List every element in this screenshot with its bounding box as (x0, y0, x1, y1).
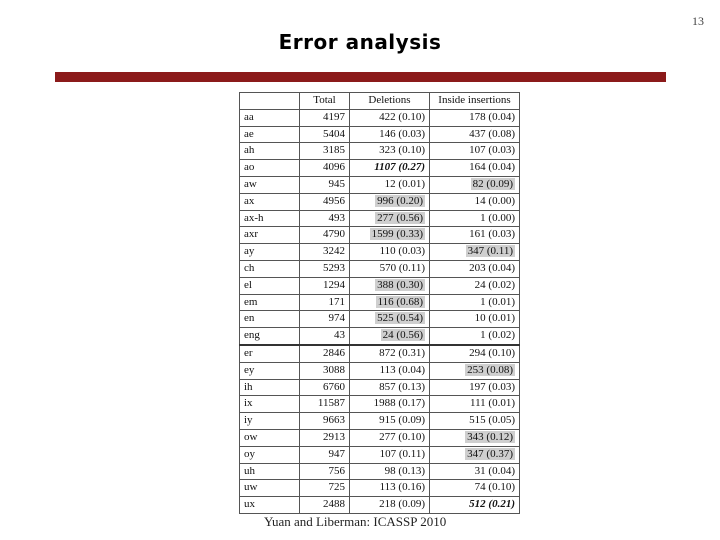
cell-phone-value: em (244, 295, 258, 308)
table-row (240, 109, 520, 126)
cell-phone (240, 362, 300, 379)
cell-total (300, 396, 350, 413)
cell-total-value: 945 (328, 177, 345, 190)
cell-total (300, 379, 350, 396)
error-analysis-table (239, 92, 520, 514)
cell-deletions-value: 277 (0.10) (379, 430, 425, 443)
cell-deletions-value: 857 (0.13) (379, 380, 425, 393)
cell-deletions-value: 107 (0.11) (379, 447, 425, 460)
cell-inside-insertions-value: 10 (0.01) (474, 312, 515, 325)
cell-phone (240, 345, 300, 362)
cell-phone-value: ax-h (244, 211, 264, 224)
cell-total-value: 1294 (323, 278, 345, 291)
cell-deletions-value: 1107 (0.27) (374, 161, 425, 174)
cell-total (300, 227, 350, 244)
table-body (240, 109, 520, 513)
cell-total-value: 974 (328, 312, 345, 325)
cell-total (300, 294, 350, 311)
table-row (240, 160, 520, 177)
cell-total-value: 2913 (323, 430, 345, 443)
cell-deletions-value: 388 (0.30) (377, 278, 423, 291)
cell-inside-insertions-value: 161 (0.03) (469, 228, 515, 241)
cell-deletions-value: 422 (0.10) (379, 110, 425, 123)
table-row (240, 362, 520, 379)
cell-phone-value: ao (244, 161, 255, 174)
header-total: Total (300, 93, 350, 110)
cell-inside-insertions-value: 107 (0.03) (469, 144, 515, 157)
cell-deletions-value: 113 (0.04) (379, 363, 425, 376)
cell-total (300, 328, 350, 345)
cell-deletions-value: 872 (0.31) (379, 346, 425, 359)
cell-total (300, 345, 350, 362)
cell-phone-value: uh (244, 464, 255, 477)
cell-deletions-value: 323 (0.10) (379, 144, 425, 157)
cell-inside-insertions-value: 515 (0.05) (469, 414, 515, 427)
cell-deletions (350, 227, 430, 244)
cell-phone (240, 126, 300, 143)
cell-inside-insertions-value: 24 (0.02) (474, 278, 515, 291)
cell-inside-insertions (430, 396, 520, 413)
cell-inside-insertions-value: 294 (0.10) (469, 346, 515, 359)
cell-deletions-value: 570 (0.11) (379, 261, 425, 274)
cell-inside-insertions-value: 343 (0.12) (467, 430, 513, 443)
title-divider-bar (55, 72, 666, 82)
table-row (240, 463, 520, 480)
cell-phone-value: ow (244, 430, 258, 443)
cell-inside-insertions-value: 31 (0.04) (474, 464, 515, 477)
cell-total-value: 4096 (323, 161, 345, 174)
header-phone (240, 93, 300, 110)
table-row (240, 446, 520, 463)
cell-inside-insertions (430, 463, 520, 480)
cell-deletions (350, 210, 430, 227)
table-row (240, 379, 520, 396)
cell-deletions-value: 110 (0.03) (379, 245, 425, 258)
cell-deletions (350, 311, 430, 328)
cell-inside-insertions (430, 260, 520, 277)
cell-phone (240, 143, 300, 160)
cell-total-value: 3185 (323, 144, 345, 157)
cell-inside-insertions (430, 210, 520, 227)
cell-phone (240, 176, 300, 193)
cell-deletions (350, 176, 430, 193)
header-inside-insertions: Inside insertions (430, 93, 520, 110)
cell-deletions-value: 1599 (0.33) (371, 228, 423, 241)
cell-phone (240, 210, 300, 227)
table-row (240, 294, 520, 311)
cell-phone-value: uw (244, 481, 258, 494)
cell-total (300, 429, 350, 446)
cell-inside-insertions-value: 512 (0.21) (469, 498, 515, 511)
cell-total (300, 362, 350, 379)
cell-deletions-value: 146 (0.03) (379, 127, 425, 140)
cell-deletions-value: 98 (0.13) (384, 464, 425, 477)
cell-deletions (350, 379, 430, 396)
cell-phone-value: aa (244, 110, 254, 123)
cell-deletions (350, 413, 430, 430)
cell-phone-value: ay (244, 245, 255, 258)
cell-phone-value: ux (244, 498, 255, 511)
cell-phone (240, 379, 300, 396)
table-row (240, 193, 520, 210)
cell-phone (240, 497, 300, 514)
cell-total-value: 9663 (323, 414, 345, 427)
cell-phone (240, 109, 300, 126)
table-row (240, 126, 520, 143)
cell-deletions (350, 328, 430, 345)
cell-inside-insertions (430, 176, 520, 193)
cell-total (300, 143, 350, 160)
table-row (240, 480, 520, 497)
cell-deletions (350, 260, 430, 277)
table-row (240, 176, 520, 193)
cell-total (300, 260, 350, 277)
cell-phone-value: aw (244, 177, 257, 190)
cell-total (300, 160, 350, 177)
cell-phone (240, 413, 300, 430)
cell-total-value: 43 (334, 329, 345, 342)
cell-inside-insertions (430, 446, 520, 463)
cell-phone-value: ih (244, 380, 253, 393)
cell-inside-insertions (430, 160, 520, 177)
cell-inside-insertions (430, 244, 520, 261)
table-row (240, 429, 520, 446)
table-row (240, 277, 520, 294)
cell-total (300, 311, 350, 328)
cell-total (300, 497, 350, 514)
cell-phone-value: ae (244, 127, 254, 140)
cell-phone (240, 463, 300, 480)
cell-total (300, 126, 350, 143)
cell-inside-insertions (430, 497, 520, 514)
cell-deletions (350, 362, 430, 379)
cell-phone (240, 260, 300, 277)
cell-deletions-value: 12 (0.01) (384, 177, 425, 190)
table-header-row (240, 93, 520, 110)
cell-deletions-value: 915 (0.09) (379, 414, 425, 427)
cell-deletions (350, 244, 430, 261)
cell-phone-value: ax (244, 194, 255, 207)
cell-inside-insertions-value: 347 (0.37) (467, 447, 513, 460)
cell-inside-insertions (430, 345, 520, 362)
cell-inside-insertions (430, 311, 520, 328)
header-deletions: Deletions (350, 93, 430, 110)
cell-deletions-value: 218 (0.09) (379, 498, 425, 511)
cell-inside-insertions (430, 480, 520, 497)
cell-inside-insertions (430, 126, 520, 143)
cell-phone-value: ah (244, 144, 255, 157)
cell-total (300, 176, 350, 193)
cell-phone (240, 396, 300, 413)
page-number: 13 (692, 14, 704, 28)
cell-total-value: 11587 (317, 397, 345, 410)
cell-inside-insertions-value: 82 (0.09) (472, 177, 513, 190)
citation: Yuan and Liberman: ICASSP 2010 (264, 514, 447, 529)
cell-total-value: 4956 (323, 194, 345, 207)
cell-total (300, 193, 350, 210)
cell-phone-value: er (244, 346, 253, 359)
cell-phone-value: axr (244, 228, 259, 241)
table-row (240, 311, 520, 328)
cell-inside-insertions-value: 14 (0.00) (474, 194, 515, 207)
cell-phone (240, 160, 300, 177)
cell-inside-insertions-value: 74 (0.10) (474, 481, 515, 494)
cell-phone (240, 244, 300, 261)
cell-deletions (350, 396, 430, 413)
cell-total (300, 480, 350, 497)
table-row (240, 413, 520, 430)
cell-phone-value: en (244, 312, 255, 325)
cell-deletions (350, 446, 430, 463)
cell-total-value: 6760 (323, 380, 345, 393)
cell-total-value: 5293 (323, 261, 345, 274)
cell-total (300, 446, 350, 463)
cell-inside-insertions (430, 227, 520, 244)
cell-phone-value: eng (244, 329, 260, 342)
cell-total-value: 171 (328, 295, 345, 308)
cell-total (300, 210, 350, 227)
cell-phone (240, 193, 300, 210)
slide-title: Error analysis (278, 30, 442, 54)
cell-phone-value: el (244, 278, 252, 291)
cell-phone (240, 480, 300, 497)
cell-inside-insertions (430, 362, 520, 379)
cell-deletions-value: 1988 (0.17) (373, 397, 425, 410)
cell-total-value: 4790 (323, 228, 345, 241)
cell-inside-insertions-value: 197 (0.03) (469, 380, 515, 393)
cell-deletions (350, 345, 430, 362)
cell-inside-insertions-value: 347 (0.11) (467, 245, 513, 258)
cell-total (300, 109, 350, 126)
cell-deletions-value: 116 (0.68) (377, 295, 423, 308)
cell-total-value: 3088 (323, 363, 345, 376)
cell-inside-insertions-value: 111 (0.01) (469, 397, 515, 410)
cell-deletions-value: 277 (0.56) (377, 211, 423, 224)
cell-total (300, 277, 350, 294)
cell-total (300, 413, 350, 430)
cell-inside-insertions (430, 328, 520, 345)
cell-total (300, 244, 350, 261)
table-row (240, 210, 520, 227)
cell-phone-value: ey (244, 363, 255, 376)
cell-total (300, 463, 350, 480)
table-row (240, 328, 520, 345)
cell-inside-insertions (430, 379, 520, 396)
cell-phone-value: ch (244, 261, 255, 274)
cell-deletions-value: 525 (0.54) (377, 312, 423, 325)
cell-inside-insertions-value: 1 (0.02) (480, 329, 515, 342)
cell-deletions (350, 126, 430, 143)
cell-total-value: 3242 (323, 245, 345, 258)
cell-deletions (350, 143, 430, 160)
cell-deletions-value: 996 (0.20) (377, 194, 423, 207)
cell-phone (240, 429, 300, 446)
cell-deletions (350, 277, 430, 294)
cell-inside-insertions (430, 143, 520, 160)
table-row (240, 345, 520, 362)
cell-inside-insertions (430, 193, 520, 210)
cell-phone (240, 446, 300, 463)
cell-total-value: 2488 (323, 498, 345, 511)
cell-total-value: 2846 (323, 346, 345, 359)
cell-phone (240, 277, 300, 294)
cell-inside-insertions-value: 1 (0.01) (480, 295, 515, 308)
cell-phone-value: oy (244, 447, 255, 460)
cell-deletions (350, 109, 430, 126)
cell-phone (240, 294, 300, 311)
cell-inside-insertions (430, 413, 520, 430)
cell-inside-insertions (430, 429, 520, 446)
cell-phone (240, 227, 300, 244)
cell-inside-insertions-value: 164 (0.04) (469, 161, 515, 174)
cell-deletions (350, 193, 430, 210)
cell-total-value: 4197 (323, 110, 345, 123)
table-row (240, 260, 520, 277)
cell-inside-insertions-value: 203 (0.04) (469, 261, 515, 274)
cell-deletions-value: 113 (0.16) (379, 481, 425, 494)
cell-deletions (350, 160, 430, 177)
cell-total-value: 725 (328, 481, 345, 494)
table-row (240, 227, 520, 244)
cell-inside-insertions (430, 277, 520, 294)
cell-inside-insertions-value: 178 (0.04) (469, 110, 515, 123)
cell-inside-insertions (430, 294, 520, 311)
table-row (240, 497, 520, 514)
cell-deletions (350, 480, 430, 497)
cell-total-value: 947 (328, 447, 345, 460)
cell-deletions (350, 497, 430, 514)
cell-deletions (350, 294, 430, 311)
cell-deletions (350, 429, 430, 446)
cell-inside-insertions-value: 253 (0.08) (467, 363, 513, 376)
table-row (240, 143, 520, 160)
cell-inside-insertions (430, 109, 520, 126)
table-row (240, 244, 520, 261)
cell-phone-value: iy (244, 414, 253, 427)
cell-inside-insertions-value: 437 (0.08) (469, 127, 515, 140)
cell-phone-value: ix (244, 397, 253, 410)
cell-deletions (350, 463, 430, 480)
cell-inside-insertions-value: 1 (0.00) (480, 211, 515, 224)
cell-phone (240, 311, 300, 328)
cell-total-value: 493 (328, 211, 345, 224)
cell-phone (240, 328, 300, 345)
cell-total-value: 756 (328, 464, 345, 477)
cell-deletions-value: 24 (0.56) (382, 329, 423, 342)
cell-total-value: 5404 (323, 127, 345, 140)
table-row (240, 396, 520, 413)
